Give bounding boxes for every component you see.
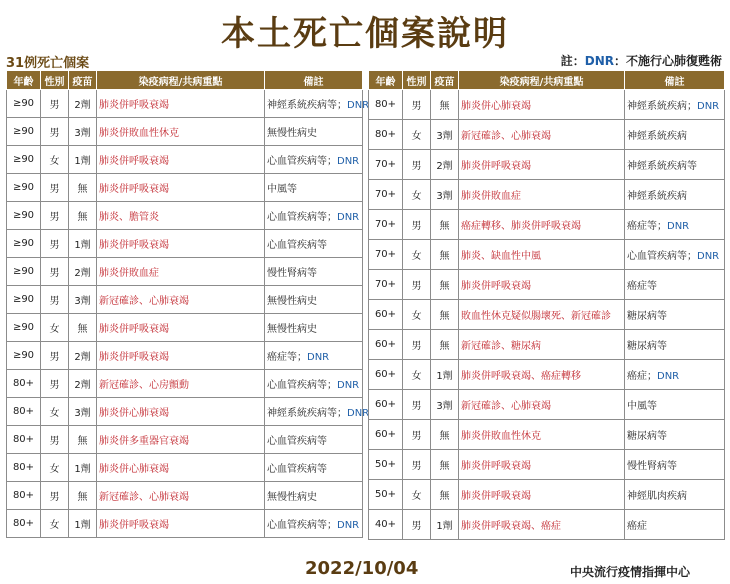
table-row bbox=[7, 90, 363, 118]
cell-vaccine: 無 bbox=[431, 330, 459, 360]
dnr-tag: DNR bbox=[667, 221, 690, 232]
remarks-text: 無慢性病史 bbox=[267, 296, 317, 307]
cell-age: 80+ bbox=[7, 482, 41, 510]
cell-sex: 男 bbox=[41, 258, 69, 286]
cell-remarks bbox=[265, 230, 363, 258]
cell-age: 60+ bbox=[369, 390, 403, 420]
cell-sex: 男 bbox=[403, 450, 431, 480]
dnr-tag: DNR bbox=[337, 380, 360, 391]
header-age: 年齡 bbox=[7, 71, 41, 90]
table-row bbox=[7, 286, 363, 314]
cell-age: 50+ bbox=[369, 480, 403, 510]
table-row bbox=[369, 240, 725, 270]
cell-remarks bbox=[265, 314, 363, 342]
cell-history: 肺炎併呼吸衰竭 bbox=[459, 450, 625, 480]
cell-sex: 男 bbox=[41, 482, 69, 510]
cell-vaccine: 1劑 bbox=[431, 510, 459, 540]
table-row bbox=[7, 230, 363, 258]
cell-vaccine: 無 bbox=[69, 482, 97, 510]
header-vaccine: 疫苗 bbox=[431, 71, 459, 90]
cell-remarks bbox=[625, 330, 725, 360]
table-row bbox=[7, 174, 363, 202]
cell-sex: 男 bbox=[403, 510, 431, 540]
cell-sex: 女 bbox=[41, 146, 69, 174]
cell-sex: 女 bbox=[403, 180, 431, 210]
cell-history: 肺炎併呼吸衰竭 bbox=[97, 146, 265, 174]
cell-remarks bbox=[265, 426, 363, 454]
cell-age: 80+ bbox=[7, 398, 41, 426]
cell-remarks bbox=[625, 450, 725, 480]
dnr-note bbox=[561, 52, 722, 69]
cases-table-right bbox=[368, 70, 725, 540]
table-row bbox=[7, 258, 363, 286]
table-row bbox=[369, 360, 725, 390]
cell-remarks bbox=[265, 398, 370, 426]
cell-history: 肺炎併敗血性休克 bbox=[97, 118, 265, 146]
table-row bbox=[369, 120, 725, 150]
cell-remarks bbox=[625, 270, 725, 300]
cell-age: 80+ bbox=[369, 120, 403, 150]
remarks-text: 中風等 bbox=[627, 401, 657, 412]
cell-vaccine: 無 bbox=[431, 450, 459, 480]
cell-remarks bbox=[265, 118, 363, 146]
cell-remarks bbox=[265, 174, 363, 202]
table-header-row bbox=[7, 71, 363, 90]
cell-sex: 女 bbox=[41, 510, 69, 538]
cell-vaccine: 3劑 bbox=[431, 180, 459, 210]
dnr-tag: DNR bbox=[337, 212, 360, 223]
cell-age: 80+ bbox=[7, 426, 41, 454]
cell-remarks bbox=[625, 390, 725, 420]
cell-sex: 男 bbox=[41, 230, 69, 258]
remarks-text: 心血管疾病等； bbox=[267, 212, 337, 223]
cell-age: 70+ bbox=[369, 210, 403, 240]
remarks-text: 慢性腎病等 bbox=[267, 268, 317, 279]
remarks-text: 癌症等； bbox=[627, 221, 667, 232]
page-title: 本土死亡個案說明 bbox=[221, 14, 509, 54]
table-row bbox=[369, 270, 725, 300]
cell-remarks bbox=[625, 510, 725, 540]
cell-age: 80+ bbox=[7, 370, 41, 398]
cell-history: 肺炎併呼吸衰竭 bbox=[97, 90, 265, 118]
table-header-row bbox=[369, 71, 725, 90]
table-row bbox=[7, 314, 363, 342]
remarks-text: 心血管疾病等 bbox=[267, 240, 327, 251]
cell-history: 肺炎併呼吸衰竭、癌症轉移 bbox=[459, 360, 625, 390]
cell-vaccine: 1劑 bbox=[431, 360, 459, 390]
cell-vaccine: 1劑 bbox=[69, 230, 97, 258]
table-row bbox=[369, 330, 725, 360]
cell-vaccine: 2劑 bbox=[69, 370, 97, 398]
cell-age: 80+ bbox=[369, 90, 403, 120]
cell-sex: 男 bbox=[403, 270, 431, 300]
cell-history: 肺炎併呼吸衰竭 bbox=[97, 342, 265, 370]
cell-age: 70+ bbox=[369, 270, 403, 300]
cell-age: 60+ bbox=[369, 300, 403, 330]
cell-history: 新冠確診、心肺衰竭 bbox=[459, 120, 625, 150]
cell-history: 肺炎併呼吸衰竭 bbox=[459, 150, 625, 180]
cell-vaccine: 無 bbox=[431, 420, 459, 450]
cell-remarks bbox=[265, 510, 363, 538]
cell-age: 40+ bbox=[369, 510, 403, 540]
cell-sex: 男 bbox=[403, 90, 431, 120]
cell-remarks bbox=[265, 482, 363, 510]
table-row bbox=[369, 210, 725, 240]
cell-vaccine: 3劑 bbox=[69, 286, 97, 314]
remarks-text: 癌症 bbox=[627, 521, 647, 532]
cell-sex: 男 bbox=[41, 174, 69, 202]
cell-vaccine: 無 bbox=[69, 202, 97, 230]
cell-sex: 女 bbox=[403, 300, 431, 330]
cases-table-left bbox=[6, 70, 370, 538]
cell-remarks bbox=[625, 360, 725, 390]
cell-age: 50+ bbox=[369, 450, 403, 480]
cell-sex: 男 bbox=[41, 118, 69, 146]
table-row bbox=[369, 390, 725, 420]
cell-sex: 男 bbox=[41, 426, 69, 454]
header-age: 年齡 bbox=[369, 71, 403, 90]
cell-sex: 女 bbox=[403, 120, 431, 150]
remarks-text: 神經系統疾病等； bbox=[267, 100, 347, 111]
remarks-text: 糖尿病等 bbox=[627, 431, 667, 442]
cell-history: 肺炎併心肺衰竭 bbox=[459, 90, 625, 120]
dnr-tag: DNR bbox=[697, 101, 720, 112]
table-row bbox=[7, 118, 363, 146]
table-row bbox=[369, 420, 725, 450]
cell-sex: 男 bbox=[403, 330, 431, 360]
cell-vaccine: 無 bbox=[431, 90, 459, 120]
cell-remarks bbox=[265, 258, 363, 286]
cell-age: ≥90 bbox=[7, 258, 41, 286]
cell-vaccine: 無 bbox=[431, 270, 459, 300]
note-prefix: 註： bbox=[560, 54, 585, 68]
dnr-tag: DNR bbox=[347, 408, 370, 419]
cell-history: 肺炎併呼吸衰竭、癌症 bbox=[459, 510, 625, 540]
cell-history: 新冠確診、心肺衰竭 bbox=[459, 390, 625, 420]
dnr-tag: DNR bbox=[337, 156, 360, 167]
remarks-text: 心血管疾病等； bbox=[267, 380, 337, 391]
cell-history: 肺炎併敗血性休克 bbox=[459, 420, 625, 450]
header-history: 染疫病程/共病重點 bbox=[459, 71, 625, 90]
cell-age: 80+ bbox=[7, 510, 41, 538]
table-row bbox=[369, 90, 725, 120]
report-date: 2022/10/04 bbox=[305, 558, 419, 579]
remarks-text: 癌症； bbox=[627, 371, 657, 382]
cell-sex: 男 bbox=[403, 150, 431, 180]
table-row bbox=[7, 370, 363, 398]
cell-sex: 男 bbox=[41, 286, 69, 314]
cell-remarks bbox=[625, 210, 725, 240]
table-row bbox=[7, 482, 363, 510]
dnr-tag: DNR bbox=[697, 251, 720, 262]
cell-age: 70+ bbox=[369, 180, 403, 210]
cell-history: 肺炎併呼吸衰竭 bbox=[97, 510, 265, 538]
cell-history: 新冠確診、糖尿病 bbox=[459, 330, 625, 360]
table-row bbox=[7, 202, 363, 230]
cell-sex: 男 bbox=[41, 342, 69, 370]
case-count-label: 31例死亡個案 bbox=[6, 56, 90, 71]
cell-history: 新冠確診、心肺衰竭 bbox=[97, 482, 265, 510]
cell-history: 肺炎、膽管炎 bbox=[97, 202, 265, 230]
remarks-text: 中風等 bbox=[267, 184, 297, 195]
cell-age: 70+ bbox=[369, 240, 403, 270]
cell-sex: 女 bbox=[403, 360, 431, 390]
cell-history: 肺炎併心肺衰竭 bbox=[97, 454, 265, 482]
cell-age: ≥90 bbox=[7, 174, 41, 202]
cell-history: 肺炎併呼吸衰竭 bbox=[97, 230, 265, 258]
cell-history: 癌症轉移、肺炎併呼吸衰竭 bbox=[459, 210, 625, 240]
cell-age: ≥90 bbox=[7, 314, 41, 342]
table-row bbox=[369, 450, 725, 480]
cell-sex: 女 bbox=[403, 240, 431, 270]
cell-vaccine: 3劑 bbox=[69, 398, 97, 426]
remarks-text: 糖尿病等 bbox=[627, 341, 667, 352]
cell-age: ≥90 bbox=[7, 90, 41, 118]
cell-sex: 女 bbox=[41, 454, 69, 482]
remarks-text: 癌症等 bbox=[627, 281, 657, 292]
cell-vaccine: 3劑 bbox=[431, 120, 459, 150]
table-row bbox=[7, 342, 363, 370]
remarks-text: 神經系統疾病等 bbox=[627, 161, 697, 172]
agency-name: 中央流行疫情指揮中心 bbox=[569, 565, 690, 579]
cell-history: 肺炎併心肺衰竭 bbox=[97, 398, 265, 426]
cell-remarks bbox=[265, 90, 370, 118]
cell-vaccine: 1劑 bbox=[69, 510, 97, 538]
remarks-text: 神經肌肉疾病 bbox=[627, 491, 687, 502]
cell-age: ≥90 bbox=[7, 342, 41, 370]
cell-vaccine: 無 bbox=[69, 314, 97, 342]
cell-sex: 女 bbox=[41, 314, 69, 342]
remarks-text: 癌症等； bbox=[267, 352, 307, 363]
header-sex: 性別 bbox=[41, 71, 69, 90]
cell-sex: 男 bbox=[41, 90, 69, 118]
cell-vaccine: 2劑 bbox=[431, 150, 459, 180]
cell-remarks bbox=[625, 480, 725, 510]
cell-remarks bbox=[625, 420, 725, 450]
cell-age: 60+ bbox=[369, 360, 403, 390]
cell-remarks bbox=[625, 150, 725, 180]
cell-remarks bbox=[265, 454, 363, 482]
header-remarks: 備註 bbox=[265, 71, 363, 90]
cell-age: ≥90 bbox=[7, 202, 41, 230]
cell-remarks bbox=[625, 180, 725, 210]
cell-vaccine: 1劑 bbox=[69, 146, 97, 174]
cell-sex: 女 bbox=[41, 398, 69, 426]
cell-vaccine: 無 bbox=[431, 210, 459, 240]
cell-history: 敗血性休克疑似腸壞死、新冠確診 bbox=[459, 300, 625, 330]
cell-vaccine: 2劑 bbox=[69, 90, 97, 118]
header-sex: 性別 bbox=[403, 71, 431, 90]
cell-vaccine: 無 bbox=[431, 480, 459, 510]
cell-age: ≥90 bbox=[7, 118, 41, 146]
cell-remarks bbox=[265, 286, 363, 314]
cell-remarks bbox=[265, 370, 363, 398]
header-remarks: 備註 bbox=[625, 71, 725, 90]
cell-history: 肺炎併多重器官衰竭 bbox=[97, 426, 265, 454]
cell-history: 肺炎併呼吸衰竭 bbox=[459, 270, 625, 300]
table-row bbox=[369, 150, 725, 180]
cell-vaccine: 3劑 bbox=[69, 118, 97, 146]
remarks-text: 無慢性病史 bbox=[267, 128, 317, 139]
cell-age: 60+ bbox=[369, 420, 403, 450]
cell-remarks bbox=[265, 342, 363, 370]
cell-sex: 男 bbox=[41, 370, 69, 398]
note-dnr: DNR bbox=[584, 54, 614, 68]
cell-history: 肺炎併呼吸衰竭 bbox=[97, 314, 265, 342]
remarks-text: 心血管疾病等 bbox=[267, 436, 327, 447]
cell-age: 60+ bbox=[369, 330, 403, 360]
table-row bbox=[7, 454, 363, 482]
cell-remarks bbox=[625, 90, 725, 120]
remarks-text: 神經系統疾病等； bbox=[267, 408, 347, 419]
cell-remarks bbox=[265, 146, 363, 174]
remarks-text: 心血管疾病等； bbox=[627, 251, 697, 262]
cell-age: ≥90 bbox=[7, 286, 41, 314]
cell-age: ≥90 bbox=[7, 146, 41, 174]
cell-vaccine: 無 bbox=[431, 240, 459, 270]
table-row bbox=[369, 480, 725, 510]
cell-history: 新冠確診、心肺衰竭 bbox=[97, 286, 265, 314]
cell-sex: 男 bbox=[403, 390, 431, 420]
table-row bbox=[7, 426, 363, 454]
dnr-tag: DNR bbox=[347, 100, 370, 111]
header-history: 染疫病程/共病重點 bbox=[97, 71, 265, 90]
cell-vaccine: 2劑 bbox=[69, 342, 97, 370]
table-row bbox=[7, 146, 363, 174]
cell-age: ≥90 bbox=[7, 230, 41, 258]
remarks-text: 神經系統疾病 bbox=[627, 191, 687, 202]
remarks-text: 無慢性病史 bbox=[267, 492, 317, 503]
remarks-text: 心血管疾病等； bbox=[267, 520, 337, 531]
remarks-text: 慢性腎病等 bbox=[627, 461, 677, 472]
dnr-tag: DNR bbox=[337, 520, 360, 531]
cell-age: 70+ bbox=[369, 150, 403, 180]
cell-vaccine: 1劑 bbox=[69, 454, 97, 482]
remarks-text: 神經系統疾病 bbox=[627, 131, 687, 142]
remarks-text: 心血管疾病等 bbox=[267, 464, 327, 475]
cell-history: 肺炎併呼吸衰竭 bbox=[97, 174, 265, 202]
cell-sex: 男 bbox=[403, 210, 431, 240]
remarks-text: 心血管疾病等； bbox=[267, 156, 337, 167]
cell-vaccine: 3劑 bbox=[431, 390, 459, 420]
cell-vaccine: 2劑 bbox=[69, 258, 97, 286]
table-row bbox=[7, 510, 363, 538]
cell-history: 新冠確診、心房顫動 bbox=[97, 370, 265, 398]
cell-history: 肺炎、缺血性中風 bbox=[459, 240, 625, 270]
cell-history: 肺炎併呼吸衰竭 bbox=[459, 480, 625, 510]
remarks-text: 糖尿病等 bbox=[627, 311, 667, 322]
cell-remarks bbox=[625, 240, 725, 270]
dnr-tag: DNR bbox=[307, 352, 330, 363]
note-suffix: ：不施行心肺復甦術 bbox=[613, 54, 722, 68]
cell-remarks bbox=[625, 120, 725, 150]
table-row bbox=[369, 300, 725, 330]
table-row bbox=[7, 398, 363, 426]
cell-vaccine: 無 bbox=[69, 174, 97, 202]
cell-sex: 女 bbox=[403, 480, 431, 510]
cell-sex: 男 bbox=[403, 420, 431, 450]
header-vaccine: 疫苗 bbox=[69, 71, 97, 90]
cell-age: 80+ bbox=[7, 454, 41, 482]
cell-sex: 男 bbox=[41, 202, 69, 230]
remarks-text: 無慢性病史 bbox=[267, 324, 317, 335]
cell-history: 肺炎併敗血症 bbox=[459, 180, 625, 210]
cell-history: 肺炎併敗血症 bbox=[97, 258, 265, 286]
remarks-text: 神經系統疾病； bbox=[627, 101, 697, 112]
cell-vaccine: 無 bbox=[431, 300, 459, 330]
cell-vaccine: 無 bbox=[69, 426, 97, 454]
table-row bbox=[369, 180, 725, 210]
cell-remarks bbox=[265, 202, 363, 230]
cell-remarks bbox=[625, 300, 725, 330]
dnr-tag: DNR bbox=[657, 371, 680, 382]
table-row bbox=[369, 510, 725, 540]
